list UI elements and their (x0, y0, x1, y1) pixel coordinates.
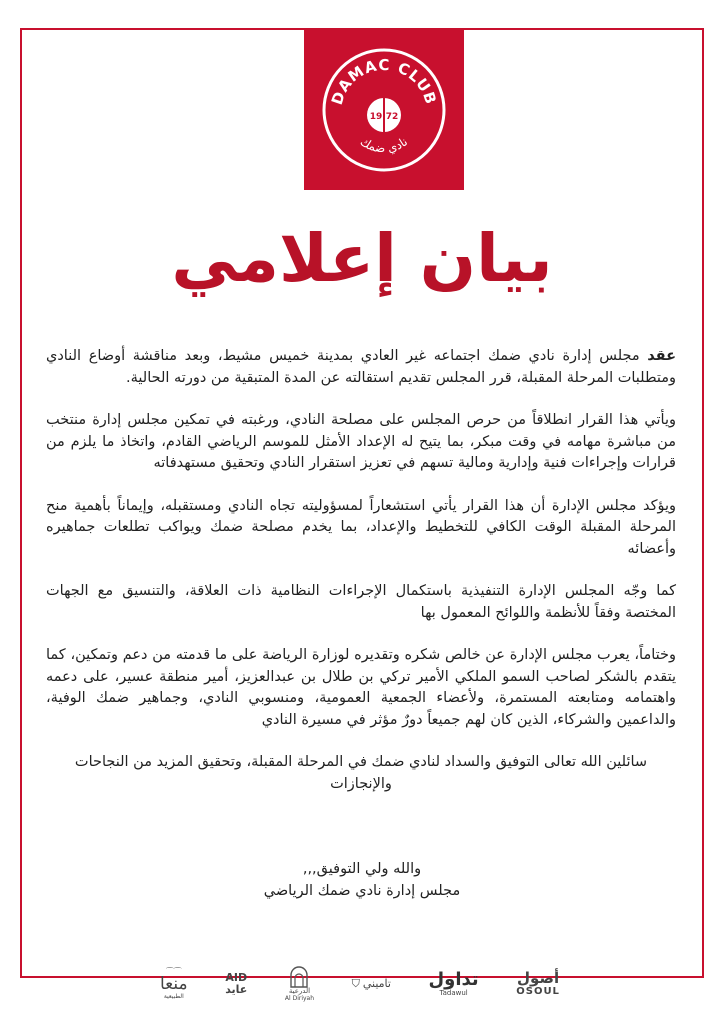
sponsor-aldiriyah-ar: الدرعية (288, 987, 311, 996)
sponsor-osoul-en: OSOUL (516, 985, 560, 997)
sponsor-aid-en: AID (225, 971, 248, 985)
sponsor-osoul-logo (516, 968, 560, 997)
sponsor-tadawul-en: Tadawul (439, 988, 468, 997)
paragraph-lead: عقد (647, 348, 676, 364)
logo-year-left: 19 (369, 112, 383, 122)
closing-signature (0, 858, 724, 902)
svg-text:نادي ضمك (358, 134, 410, 155)
paragraph-2: ويأتي هذا القرار انطلاقاً من حرص المجلس على مصلحة النادي، ورغبته في تمكين مجلس إدارة منتخب من مباشرة مهامه في وقت مبكر، بما يتيح له الإعداد الأمثل للموسم الرياضي القادم، واتخاذ ما يلزم من قرارات وإجراءات فنية وإدارية ومالية تسهم في تعزيز استقرار النادي وتحقيق مستهدفاته (46, 412, 676, 471)
closing-line-1: والله ولي التوفيق,,, (302, 861, 422, 877)
sponsor-manaa-name: منعا (160, 973, 188, 994)
paragraph-1 (46, 346, 676, 389)
sponsor-aldiriyah-en: Al Diriyah (284, 994, 315, 1002)
page-title: بيان إعلامي (171, 220, 553, 297)
sponsor-tadawul-logo (428, 968, 479, 997)
logo-name-en: DAMAC CLUB (327, 55, 441, 108)
tamini-shield-icon: ⛉ (351, 977, 360, 991)
sponsor-aid-logo (225, 972, 247, 995)
logo-name-ar: نادي ضمك (357, 134, 411, 156)
aldiriyah-arch-icon (288, 966, 310, 988)
sponsor-osoul-ar: أصول (517, 968, 560, 987)
closing-line-2: مجلس إدارة نادي ضمك الرياضي (263, 883, 461, 899)
sponsor-tamini-name: تاميني (362, 977, 391, 991)
sponsor-tamini-logo (352, 978, 391, 990)
club-logo-block (304, 30, 464, 190)
logo-year-right: 72 (385, 112, 399, 122)
paragraph-6: سائلين الله تعالى التوفيق والسداد لنادي ضمك في المرحلة المقبلة، وتحقيق المزيد من النجاحات والإنجازات (74, 754, 648, 792)
paragraph-5: وختاماً، يعرب مجلس الإدارة عن خالص شكره وتقديره لوزارة الرياضة على ما قدمته من دعم وتمكين، كما يتقدم بالشكر لصاحب السمو الملكي الأمير تركي بن طلال بن عبدالعزيز، أمير منطقة عسير، على دعمه واهتمامه ومتابعته المستمرة، ولأعضاء الجمعية العمومية، ومنسوبي النادي، وجماهير ضمك الوفية، والداعمين والشركاء، الذين كان لهم جميعاً دورٌ مؤثر في مسيرة النادي (46, 647, 676, 728)
sponsor-tadawul-ar: تداول (428, 968, 479, 990)
manaa-mountain-icon: ⌒⌒ (165, 966, 182, 976)
sponsor-manaa-sub: الطبيعية (163, 992, 184, 1000)
sponsor-aid-ar: عايد (225, 983, 248, 996)
damac-club-logo-icon (319, 45, 449, 175)
sponsor-logos (160, 960, 560, 1008)
announcement-body (46, 346, 676, 816)
sponsor-manaa-logo (160, 968, 188, 1000)
paragraph-4: كما وجّه المجلس الإدارة التنفيذية باستكمال الإجراءات النظامية ذات العلاقة، والتنسيق مع الجهات المختصة وفقاً للأنظمة واللوائح المعمول بها (46, 583, 676, 621)
paragraph-text: مجلس إدارة نادي ضمك اجتماعه غير العادي بمدينة خميس مشيط، وبعد مناقشة أوضاع النادي ومتطلبات المرحلة المقبلة، قرر المجلس تقديم استقالته عن المدة المتبقية من دورته الحالية. (46, 348, 676, 386)
sponsor-aldiriyah-logo (285, 966, 314, 1002)
paragraph-3: ويؤكد مجلس الإدارة أن هذا القرار يأتي استشعاراً لمسؤوليته تجاه النادي ومستقبله، وإيماناً بأهمية منح المرحلة المقبلة الوقت الكافي للتخطيط والإعداد، بما يخدم مصلحة ضمك ويواكب تطلعات جماهيره وأعضائه (46, 497, 676, 557)
